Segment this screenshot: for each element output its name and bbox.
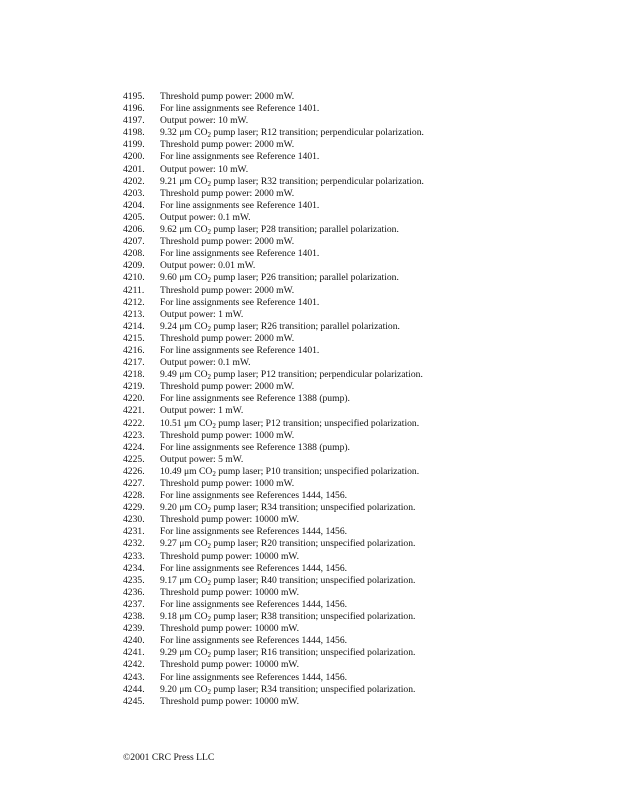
note-line [123,381,603,393]
note-line [123,272,603,284]
note-line [123,442,603,454]
note-number: 4202. [123,175,145,187]
note-text [160,272,399,284]
note-line [123,466,603,478]
note-text [160,224,399,236]
note-text-main: Threshold pump power: 10000 mW. [160,550,300,562]
note-number: 4221. [123,405,145,417]
note-text-main: 9.60 μm CO [160,272,208,284]
note-text-main: Threshold pump power: 2000 mW. [160,139,295,151]
note-number: 4235. [123,574,145,586]
subscript: 2 [207,578,212,587]
note-line [123,430,603,442]
note-text-main: Threshold pump power: 10000 mW. [160,659,300,671]
note-text [160,139,294,151]
note-line [123,369,603,381]
copyright-footer: ©2001 CRC Press LLC [123,752,215,763]
note-number: 4233. [123,550,145,562]
note-text-main: 9.18 μm CO [160,611,208,623]
note-line [123,575,603,587]
note-text-main: For line assignments see Reference 1388 (pump). [160,393,350,405]
note-text [160,260,255,272]
note-text [160,188,294,200]
note-text-main: For line assignments see References 1444, 1456. [160,598,348,610]
note-number: 4214. [123,320,145,332]
note-number: 4234. [123,562,145,574]
note-text-rest: pump laser; P12 transition; unspecified polarization. [215,417,420,429]
note-number: 4238. [123,611,145,623]
note-line [123,309,603,321]
note-line [123,587,603,599]
note-text-main: For line assignments see References 1444, 1456. [160,490,348,502]
note-number: 4209. [123,260,145,272]
note-text [160,212,251,224]
note-text-main: Output power: 0.1 mW. [160,357,251,369]
note-line [123,236,603,248]
note-number: 4228. [123,490,145,502]
note-number: 4244. [123,683,145,695]
note-text [160,478,294,490]
subscript: 2 [207,276,212,285]
note-text [160,393,350,405]
subscript: 2 [207,615,212,624]
note-text-main: For line assignments see References 1444, 1456. [160,671,348,683]
note-text-main: Threshold pump power: 10000 mW. [160,586,300,598]
note-text [160,575,415,587]
note-line [123,357,603,369]
note-text-main: Output power: 5 mW. [160,453,244,465]
note-line [123,672,603,684]
note-text-main: Threshold pump power: 1000 mW. [160,429,295,441]
note-text [160,418,419,430]
subscript: 2 [207,373,212,382]
note-number: 4198. [123,127,145,139]
note-text-main: For line assignments see Reference 1401. [160,199,320,211]
note-number: 4240. [123,635,145,647]
note-number: 4205. [123,211,145,223]
note-number: 4213. [123,308,145,320]
subscript: 2 [212,469,216,478]
note-number: 4195. [123,91,145,102]
note-text [160,635,347,647]
note-number: 4210. [123,272,145,284]
note-number: 4196. [123,103,145,115]
note-text-rest: pump laser; R20 transition; unspecified polarization. [211,538,416,550]
note-number: 4236. [123,586,145,598]
note-text [160,248,319,260]
note-text [160,103,319,115]
note-line [123,418,603,430]
note-number: 4204. [123,199,145,211]
note-line [123,478,603,490]
note-text [160,321,400,333]
note-line [123,611,603,623]
note-text-main: Threshold pump power: 2000 mW. [160,284,295,296]
note-line [123,526,603,538]
note-line [123,599,603,611]
note-text-rest: pump laser; R34 transition; unspecified polarization. [211,502,416,514]
note-text-main: 10.49 μm CO [160,465,213,477]
note-number: 4203. [123,187,145,199]
note-line [123,139,603,151]
subscript: 2 [207,131,212,140]
note-text [160,357,251,369]
note-text [160,502,415,514]
note-text-main: For line assignments see Reference 1401. [160,103,320,115]
note-text-main: For line assignments see Reference 1388 (pump). [160,441,350,453]
note-text [160,599,347,611]
note-number: 4245. [123,695,145,707]
note-line [123,127,603,139]
note-text-main: Output power: 1 mW. [160,405,244,417]
note-text [160,514,299,526]
note-text [160,647,415,659]
note-text-main: 9.62 μm CO [160,224,208,236]
note-line [123,490,603,502]
note-text-main: 9.24 μm CO [160,320,208,332]
subscript: 2 [207,324,212,333]
note-number: 4208. [123,248,145,260]
note-number: 4200. [123,151,145,163]
note-line [123,188,603,200]
subscript: 2 [207,506,212,515]
note-text [160,381,294,393]
note-text [160,345,319,357]
note-number: 4225. [123,453,145,465]
subscript: 2 [207,687,212,696]
note-text [160,696,299,708]
note-number: 4242. [123,659,145,671]
note-text [160,466,419,478]
note-text-main: Threshold pump power: 2000 mW. [160,91,295,102]
note-line [123,538,603,550]
note-text [160,127,424,139]
note-text [160,405,243,417]
note-text-main: 10.51 μm CO [160,417,213,429]
note-text-rest: pump laser; P26 transition; parallel polarization. [211,272,399,284]
note-line [123,405,603,417]
note-text-main: Threshold pump power: 10000 mW. [160,514,300,526]
note-text [160,442,350,454]
note-line [123,297,603,309]
note-line [123,212,603,224]
note-text [160,454,243,466]
note-text [160,659,299,671]
note-text [160,297,319,309]
note-number: 4230. [123,514,145,526]
note-text-main: For line assignments see Reference 1401. [160,344,320,356]
note-text-main: Threshold pump power: 2000 mW. [160,187,295,199]
note-text-main: Threshold pump power: 10000 mW. [160,695,300,707]
note-line [123,224,603,236]
note-text-main: 9.29 μm CO [160,647,208,659]
note-text-main: Output power: 10 mW. [160,115,249,127]
note-text-main: For line assignments see References 1444, 1456. [160,526,348,538]
note-line [123,647,603,659]
note-text [160,538,415,550]
note-text-rest: pump laser; R32 transition; perpendicular polarization. [211,175,424,187]
note-number: 4239. [123,623,145,635]
note-text-main: For line assignments see References 1444, 1456. [160,635,348,647]
note-line [123,563,603,575]
note-number: 4227. [123,478,145,489]
note-text-rest: pump laser; P12 transition; perpendicular polarization. [211,369,423,381]
note-text-main: For line assignments see Reference 1401. [160,296,320,308]
note-text-main: Threshold pump power: 2000 mW. [160,236,295,248]
note-text-rest: pump laser; R40 transition; unspecified polarization. [211,574,416,586]
note-text [160,672,347,684]
note-line [123,248,603,260]
note-text-main: 9.32 μm CO [160,127,208,139]
note-number: 4224. [123,441,145,453]
note-text-main: 9.20 μm CO [160,683,208,695]
note-line [123,91,603,103]
note-text-main: Threshold pump power: 2000 mW. [160,381,295,393]
note-text-main: 9.21 μm CO [160,175,208,187]
note-text-main: Output power: 0.01 mW. [160,260,256,272]
note-text [160,587,299,599]
note-number: 4229. [123,502,145,514]
note-text [160,200,319,212]
note-line [123,176,603,188]
note-text-rest: pump laser; P28 transition; parallel polarization. [211,224,399,236]
subscript: 2 [207,542,212,551]
note-number: 4212. [123,296,145,308]
note-line [123,659,603,671]
note-text [160,563,347,575]
note-text [160,526,347,538]
note-number: 4206. [123,224,145,236]
note-number: 4217. [123,357,145,369]
note-text [160,611,415,623]
note-line [123,635,603,647]
notes-list [123,91,603,708]
note-line [123,200,603,212]
note-text-main: For line assignments see Reference 1401. [160,248,320,260]
note-line [123,684,603,696]
note-line [123,514,603,526]
note-line [123,260,603,272]
note-text-rest: pump laser; R12 transition; perpendicular polarization. [211,127,424,139]
note-line [123,151,603,163]
note-text [160,684,415,696]
note-line [123,103,603,115]
note-number: 4243. [123,671,145,683]
note-text-main: 9.49 μm CO [160,369,208,381]
note-text-main: Output power: 1 mW. [160,308,244,320]
subscript: 2 [207,651,212,660]
note-text [160,164,248,176]
note-text-main: Threshold pump power: 10000 mW. [160,623,300,635]
note-text [160,430,294,442]
note-text [160,176,424,188]
note-line [123,285,603,297]
note-number: 4231. [123,526,145,538]
note-text [160,333,294,345]
note-line [123,345,603,357]
subscript: 2 [212,421,216,430]
note-text-main: For line assignments see Reference 1401. [160,151,320,163]
note-text [160,115,248,127]
note-line [123,454,603,466]
note-text-main: 9.17 μm CO [160,574,208,586]
note-text-main: Output power: 0.1 mW. [160,211,251,223]
note-text-main: 9.20 μm CO [160,502,208,514]
note-text [160,151,319,163]
note-number: 4201. [123,163,145,175]
note-text-main: Output power: 10 mW. [160,163,249,175]
note-number: 4232. [123,538,145,550]
note-line [123,623,603,635]
note-line [123,696,603,708]
note-number: 4219. [123,381,145,393]
note-text [160,236,294,248]
note-number: 4215. [123,332,145,344]
note-line [123,393,603,405]
note-number: 4218. [123,369,145,381]
subscript: 2 [207,228,212,237]
note-text-rest: pump laser; R38 transition; unspecified polarization. [211,611,416,623]
note-text [160,551,299,563]
note-text [160,285,294,297]
note-line [123,551,603,563]
note-number: 4220. [123,393,145,405]
note-text-rest: pump laser; P10 transition; unspecified polarization. [215,465,420,477]
note-text-main: 9.27 μm CO [160,538,208,550]
note-number: 4211. [123,284,145,296]
note-text [160,490,347,502]
note-number: 4207. [123,236,145,248]
note-text-main: Threshold pump power: 2000 mW. [160,332,295,344]
note-number: 4223. [123,429,145,441]
note-text [160,91,294,103]
note-text-main: For line assignments see References 1444, 1456. [160,562,348,574]
note-number: 4241. [123,647,145,659]
note-line [123,333,603,345]
note-line [123,321,603,333]
note-line [123,164,603,176]
note-line [123,115,603,127]
note-number: 4197. [123,115,145,127]
note-text [160,623,299,635]
note-number: 4222. [123,417,145,429]
note-text [160,369,423,381]
note-text-rest: pump laser; R34 transition; unspecified polarization. [211,683,416,695]
note-line [123,502,603,514]
note-number: 4237. [123,598,145,610]
note-text-main: Threshold pump power: 1000 mW. [160,478,295,489]
note-number: 4226. [123,465,145,477]
note-number: 4216. [123,344,145,356]
note-number: 4199. [123,139,145,151]
subscript: 2 [207,179,212,188]
note-text-rest: pump laser; R26 transition; parallel polarization. [211,320,400,332]
note-text [160,309,243,321]
note-text-rest: pump laser; R16 transition; unspecified polarization. [211,647,416,659]
